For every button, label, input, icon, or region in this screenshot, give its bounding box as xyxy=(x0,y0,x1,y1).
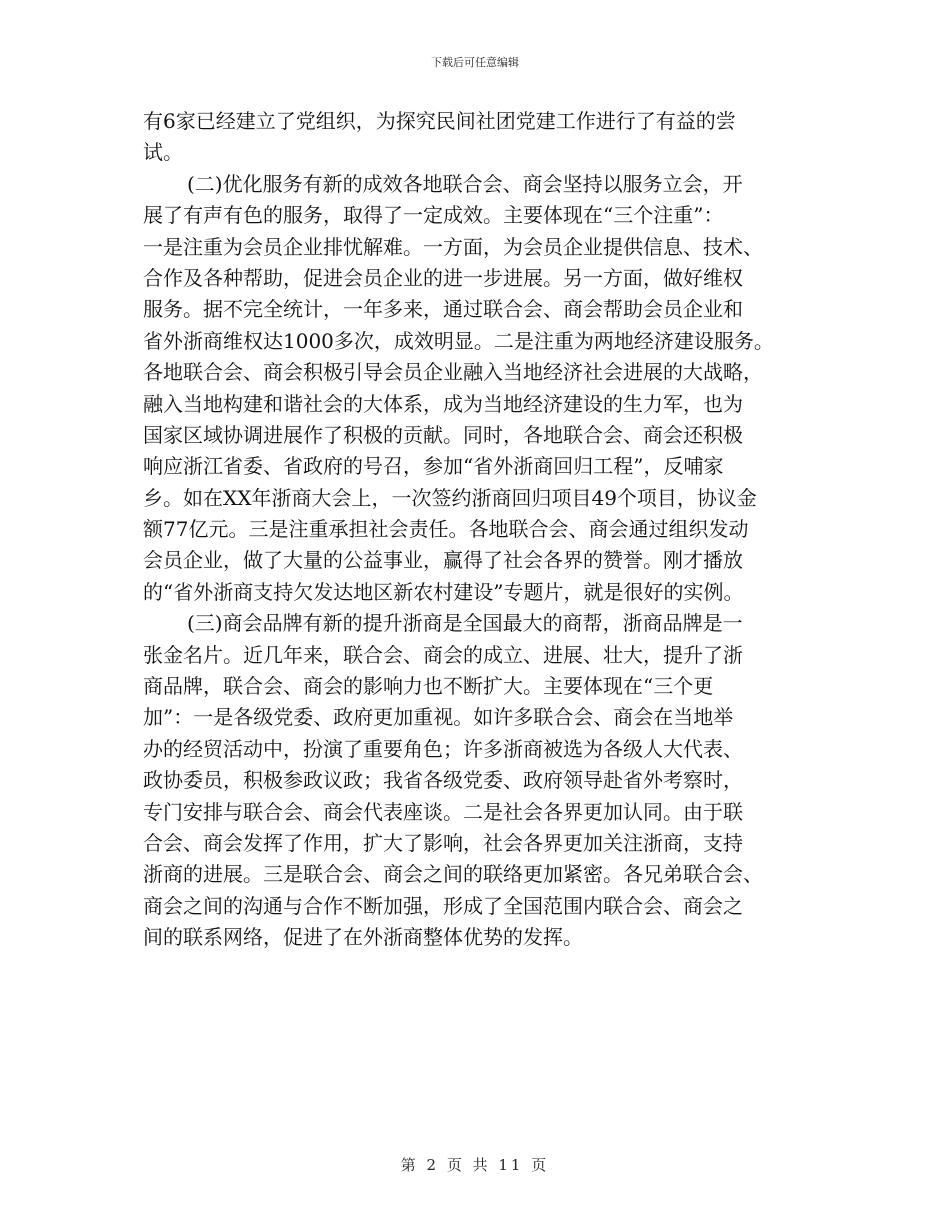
text-line: (二)优化服务有新的成效各地联合会、商会坚持以服务立会，开 xyxy=(187,171,743,196)
text-line: 浙商的进展。三是联合会、商会之间的联络更加紧密。各兄弟联合会、 xyxy=(143,862,763,887)
text-line: 国家区域协调进展作了积极的贡献。同时，各地联合会、商会还积极 xyxy=(143,422,743,447)
text-line: 一是注重为会员企业排忧解难。一方面，为会员企业提供信息、技术、 xyxy=(143,234,763,259)
text-line: 省外浙商维权达1000多次，成效明显。二是注重为两地经济建设服务。 xyxy=(143,328,774,353)
document-body xyxy=(143,106,810,954)
text-line: 额77亿元。三是注重承担社会责任。各地联合会、商会通过组织发动 xyxy=(143,517,749,542)
text-line: 办的经贸活动中，扮演了重要角色；许多浙商被选为各级人大代表、 xyxy=(143,736,743,761)
text-line: 有6家已经建立了党组织，为探究民间社团党建工作进行了有益的尝 xyxy=(143,109,736,133)
text-line: 合作及各种帮助，促进会员企业的进一步进展。另一方面，做好维权 xyxy=(143,265,743,290)
text-line: 响应浙江省委、省政府的号召，参加“省外浙商回归工程”，反哺家 xyxy=(143,454,724,479)
text-line: 专门安排与联合会、商会代表座谈。二是社会各界更加认同。由于联 xyxy=(143,799,743,824)
text-line: 的“省外浙商支持欠发达地区新农村建设”专题片，就是很好的实例。 xyxy=(143,579,744,604)
text-line: 合会、商会发挥了作用，扩大了影响，社会各界更加关注浙商，支持 xyxy=(143,830,743,855)
text-line: 服务。据不完全统计，一年多来，通过联合会、商会帮助会员企业和 xyxy=(143,297,743,322)
text-line: 会员企业，做了大量的公益事业，赢得了社会各界的赞誉。刚才播放 xyxy=(143,548,743,573)
text-line: 试。 xyxy=(143,140,183,165)
text-line: 商会之间的沟通与合作不断加强，形成了全国范围内联合会、商会之 xyxy=(143,893,743,918)
text-line: 融入当地构建和谐社会的大体系，成为当地经济建设的生力军，也为 xyxy=(143,391,743,416)
text-line: (三)商会品牌有新的提升浙商是全国最大的商帮，浙商品牌是一 xyxy=(187,611,743,636)
text-line: 各地联合会、商会积极引导会员企业融入当地经济社会进展的大战略， xyxy=(143,360,763,385)
text-line: 展了有声有色的服务，取得了一定成效。主要体现在“三个注重”： xyxy=(143,203,724,228)
text-line: 加”：一是各级党委、政府更加重视。如许多联合会、商会在当地举 xyxy=(143,705,734,730)
text-line: 间的联系网络，促进了在外浙商整体优势的发挥。 xyxy=(143,925,583,950)
text-line: 商品牌，联合会、商会的影响力也不断扩大。主要体现在“三个更 xyxy=(143,674,714,699)
text-line: 张金名片。近几年来，联合会、商会的成立、进展、壮大，提升了浙 xyxy=(143,642,743,667)
text-line: 政协委员，积极参政议政；我省各级党委、政府领导赴省外考察时， xyxy=(143,768,743,793)
text-line: 乡。如在XX年浙商大会上，一次签约浙商回归项目49个项目，协议金 xyxy=(143,485,757,510)
page-footer: 第 2 页 共 11 页 xyxy=(400,1156,550,1174)
page-header: 下载后可任意编辑 xyxy=(431,56,519,69)
